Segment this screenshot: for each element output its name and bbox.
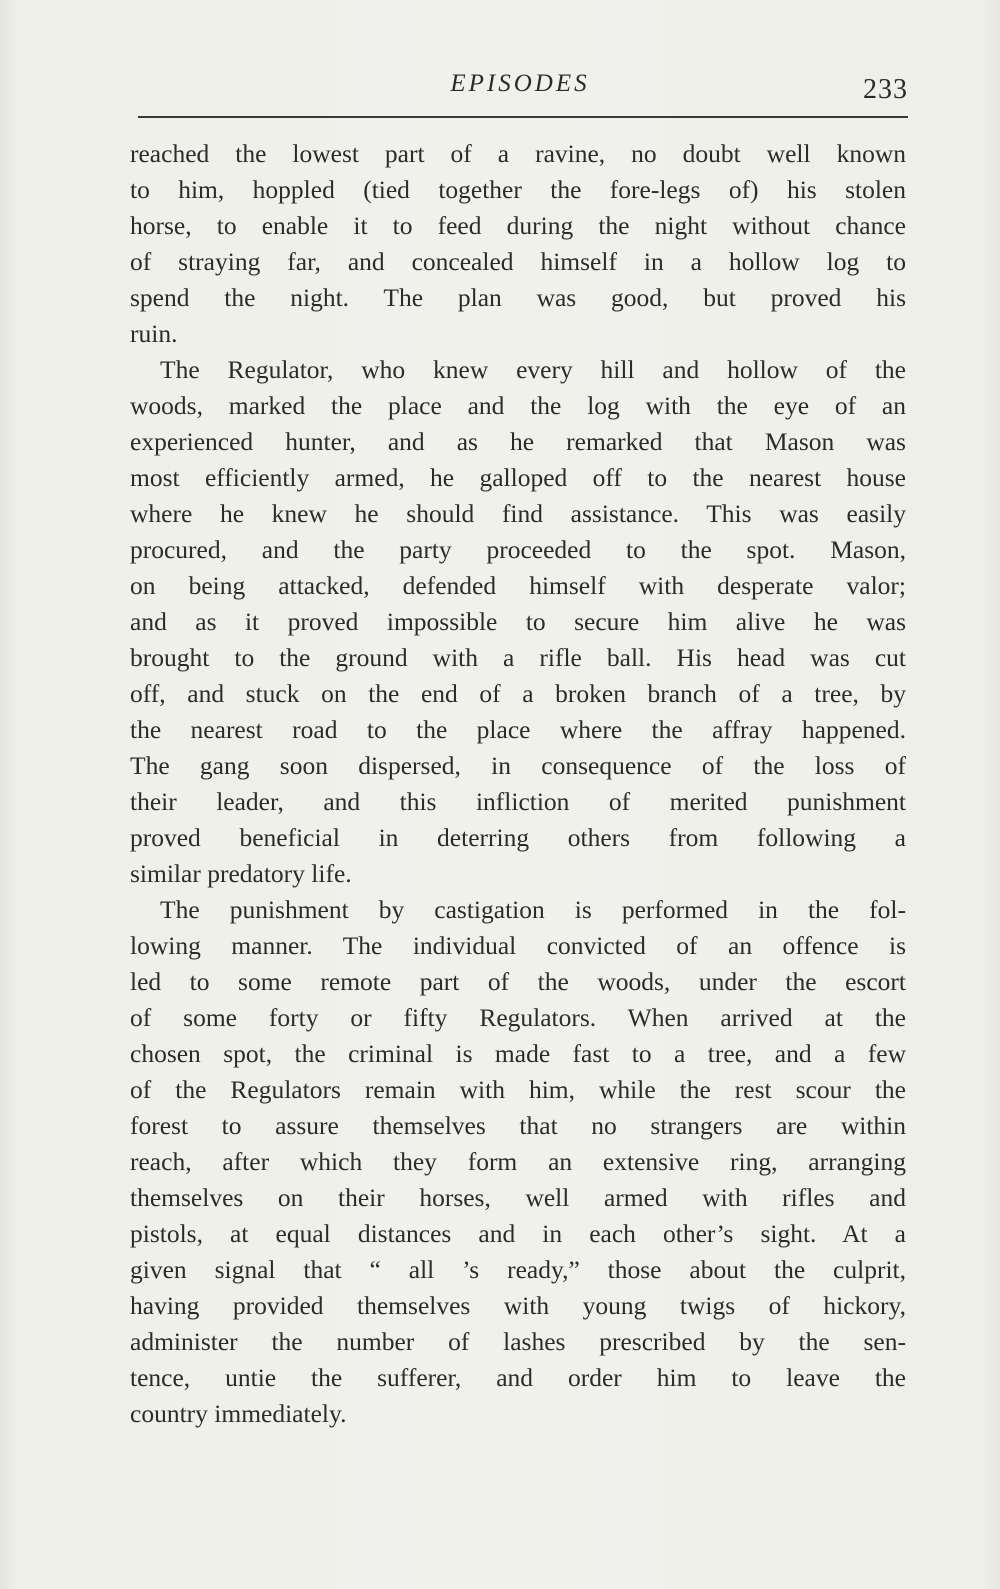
text-line: experienced hunter, and as he remarked that Mason was (130, 427, 906, 456)
text-line: off, and stuck on the end of a broken branch of a tree, by (130, 679, 906, 708)
text-line: themselves on their horses, well armed with rifles and (130, 1183, 906, 1212)
header-rule (138, 116, 908, 118)
text-line: administer the number of lashes prescribed by the sen- (130, 1327, 906, 1356)
text-line: to him, hoppled (tied together the fore-legs of) his stolen (130, 175, 906, 204)
text-line: and as it proved impossible to secure him alive he was (130, 607, 906, 636)
text-line: of straying far, and concealed himself in a hollow log to (130, 247, 906, 276)
text-line: forest to assure themselves that no strangers are within (130, 1111, 906, 1140)
running-title: EPISODES (450, 70, 590, 97)
text-line: their leader, and this infliction of merited punishment (130, 787, 906, 816)
text-line: of the Regulators remain with him, while the rest scour the (130, 1075, 906, 1104)
text-line: spend the night. The plan was good, but proved his (130, 283, 906, 312)
text-line: ruin. (130, 319, 178, 348)
running-head (132, 60, 908, 126)
text-line: woods, marked the place and the log with the eye of an (130, 391, 906, 420)
text-line: The gang soon dispersed, in consequence of the loss of (130, 751, 906, 780)
text-line: chosen spot, the criminal is made fast to a tree, and a few (130, 1039, 906, 1068)
text-line: proved beneficial in deterring others from following a (130, 823, 906, 852)
text-line: brought to the ground with a rifle ball. His head was cut (130, 643, 906, 672)
text-line: pistols, at equal distances and in each other’s sight. At a (130, 1219, 906, 1248)
text-line: lowing manner. The individual convicted of an offence is (130, 931, 906, 960)
paragraph (130, 352, 906, 892)
text-line: country immediately. (130, 1399, 347, 1428)
text-line: horse, to enable it to feed during the night without chance (130, 211, 906, 240)
text-line: led to some remote part of the woods, under the escort (130, 967, 906, 996)
paragraph (130, 892, 906, 1432)
text-line: most efficiently armed, he galloped off to the nearest house (130, 463, 906, 492)
text-line: tence, untie the sufferer, and order him to leave the (130, 1363, 906, 1392)
text-line: similar predatory life. (130, 859, 352, 888)
text-line: reached the lowest part of a ravine, no doubt well known (130, 139, 906, 168)
text-line: having provided themselves with young twigs of hickory, (130, 1291, 906, 1320)
text-line: The punishment by castigation is performed in the fol- (160, 895, 906, 924)
text-line: reach, after which they form an extensive ring, arranging (130, 1147, 906, 1176)
page-number: 233 (863, 74, 908, 105)
text-line: on being attacked, defended himself with desperate valor; (130, 571, 906, 600)
paragraph (130, 136, 906, 352)
text-line: the nearest road to the place where the affray happened. (130, 715, 906, 744)
text-line: where he knew he should find assistance. This was easily (130, 499, 906, 528)
body-text (130, 136, 906, 1432)
text-line: procured, and the party proceeded to the spot. Mason, (130, 535, 906, 564)
text-line: The Regulator, who knew every hill and hollow of the (160, 355, 906, 384)
text-line: of some forty or fifty Regulators. When arrived at the (130, 1003, 906, 1032)
text-line: given signal that “ all ’s ready,” those about the culprit, (130, 1255, 906, 1284)
